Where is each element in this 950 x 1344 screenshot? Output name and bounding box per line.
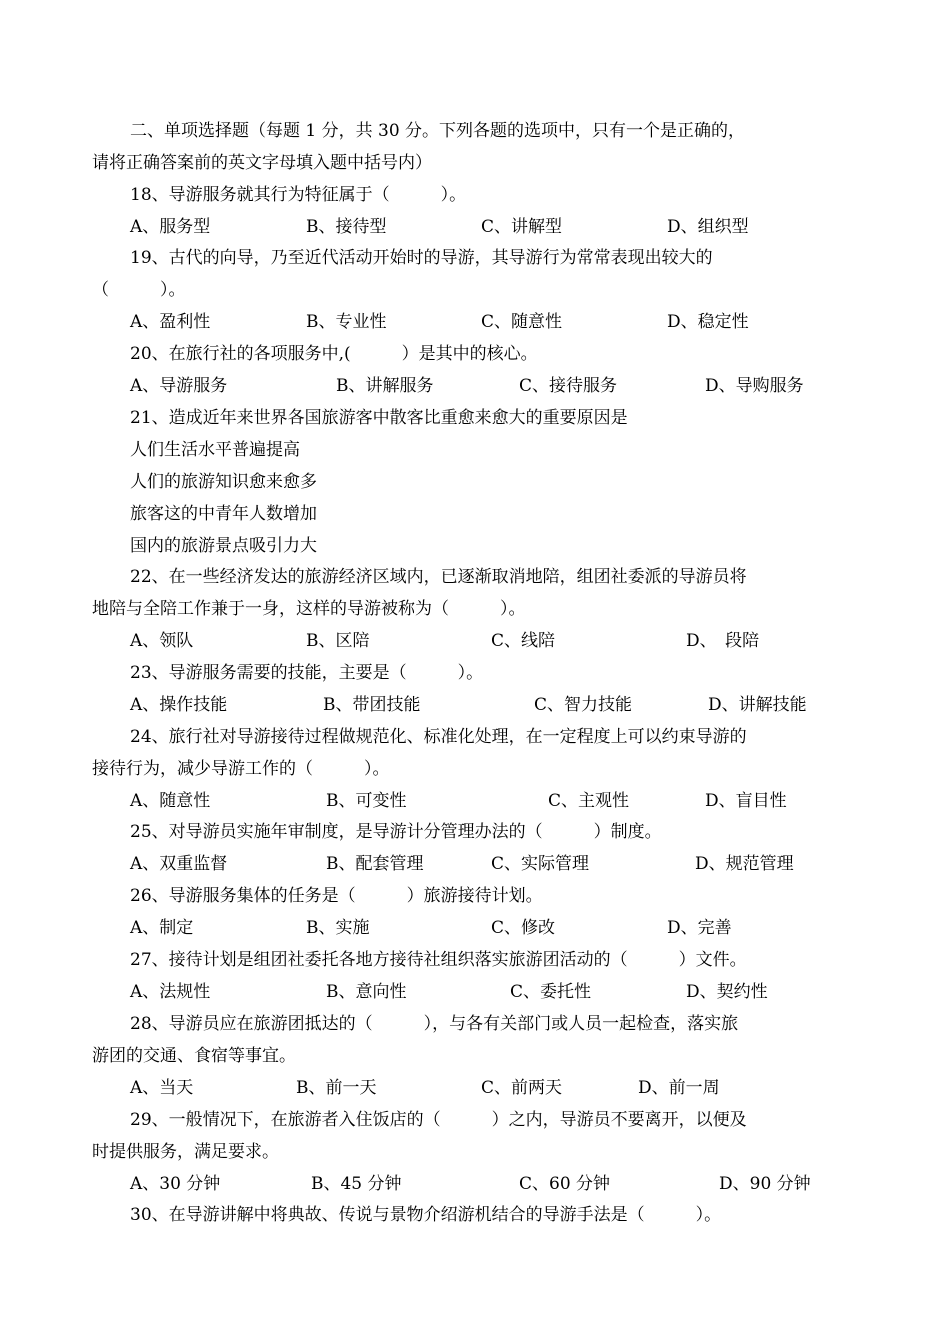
option-a: A、30 分钟 xyxy=(130,1174,221,1194)
question-28-stem: 28、导游员应在旅游团抵达的（ ），与各有关部门或人员一起检查，落实旅 xyxy=(130,1014,739,1034)
question-30-stem: 30、在导游讲解中将典故、传说与景物介绍游机结合的导游手法是（ ）。 xyxy=(130,1205,722,1225)
question-23-options xyxy=(130,690,830,720)
option-c: C、讲解型 xyxy=(481,217,563,237)
question-19-options xyxy=(130,307,830,337)
question-21-choice-3: 旅客这的中青年人数增加 xyxy=(130,504,317,524)
section-heading-cont: 请将正确答案前的英文字母填入题中括号内） xyxy=(92,153,432,173)
question-21-choice-2: 人们的旅游知识愈来愈多 xyxy=(130,472,317,492)
section-heading: 二、单项选择题（每题 1 分，共 30 分。下列各题的选项中，只有一个是正确的， xyxy=(130,121,746,141)
option-d: D、稳定性 xyxy=(667,312,749,332)
option-b: B、前一天 xyxy=(296,1078,377,1098)
option-c: C、智力技能 xyxy=(534,695,633,715)
question-22-stem: 22、在一些经济发达的旅游经济区域内，已逐渐取消地陪，组团社委派的导游员将 xyxy=(130,567,747,587)
option-a: A、法规性 xyxy=(130,982,211,1002)
option-d: D、讲解技能 xyxy=(708,695,807,715)
question-28-stem-cont: 游团的交通、食宿等事宜。 xyxy=(92,1046,296,1066)
option-c: C、接待服务 xyxy=(519,376,618,396)
question-24-stem-cont: 接待行为，减少导游工作的（ ）。 xyxy=(92,759,390,779)
option-b: B、带团技能 xyxy=(323,695,421,715)
option-b: B、讲解服务 xyxy=(336,376,434,396)
question-27-stem: 27、接待计划是组团社委托各地方接待社组织落实旅游团活动的（ ）文件。 xyxy=(130,950,747,970)
question-25-stem: 25、对导游员实施年审制度，是导游计分管理办法的（ ）制度。 xyxy=(130,822,662,842)
option-d: D、完善 xyxy=(667,918,732,938)
option-b: B、实施 xyxy=(306,918,370,938)
question-26-options xyxy=(130,913,830,943)
question-20-options xyxy=(130,371,830,401)
question-20-stem: 20、在旅行社的各项服务中,( ）是其中的核心。 xyxy=(130,344,538,364)
option-a: A、操作技能 xyxy=(130,695,228,715)
question-26-stem: 26、导游服务集体的任务是（ ）旅游接待计划。 xyxy=(130,886,543,906)
option-d: D、规范管理 xyxy=(695,854,794,874)
question-23-stem: 23、导游服务需要的技能，主要是（ ）。 xyxy=(130,663,484,683)
option-b: B、区陪 xyxy=(306,631,370,651)
option-d: D、 段陪 xyxy=(686,631,760,651)
option-b: B、45 分钟 xyxy=(311,1174,402,1194)
option-a: A、盈利性 xyxy=(130,312,211,332)
question-19-stem: 19、古代的向导，乃至近代活动开始时的导游，其导游行为常常表现出较大的 xyxy=(130,248,713,268)
question-19-stem-cont: （ ）。 xyxy=(92,280,186,300)
question-29-stem: 29、一般情况下，在旅游者入住饭店的（ ）之内，导游员不要离开，以便及 xyxy=(130,1110,747,1130)
question-27-options xyxy=(130,977,830,1007)
option-d: D、组织型 xyxy=(667,217,749,237)
option-c: C、60 分钟 xyxy=(519,1174,611,1194)
option-b: B、可变性 xyxy=(326,791,407,811)
question-22-options xyxy=(130,626,830,656)
option-d: D、契约性 xyxy=(686,982,768,1002)
option-c: C、委托性 xyxy=(510,982,592,1002)
option-a: A、制定 xyxy=(130,918,194,938)
option-c: C、前两天 xyxy=(481,1078,563,1098)
question-21-stem: 21、造成近年来世界各国旅游客中散客比重愈来愈大的重要原因是 xyxy=(130,408,628,428)
option-a: A、导游服务 xyxy=(130,376,228,396)
option-a: A、当天 xyxy=(130,1078,194,1098)
question-25-options xyxy=(130,849,830,879)
option-a: A、领队 xyxy=(130,631,194,651)
option-a: A、双重监督 xyxy=(130,854,228,874)
option-b: B、接待型 xyxy=(306,217,387,237)
option-b: B、专业性 xyxy=(306,312,387,332)
question-22-stem-cont: 地陪与全陪工作兼于一身，这样的导游被称为（ ）。 xyxy=(92,599,526,619)
question-21-choice-1: 人们生活水平普遍提高 xyxy=(130,440,300,460)
option-c: C、主观性 xyxy=(548,791,630,811)
option-a: A、随意性 xyxy=(130,791,211,811)
question-18-options xyxy=(130,212,830,242)
option-d: D、90 分钟 xyxy=(719,1174,811,1194)
option-d: D、导购服务 xyxy=(705,376,804,396)
option-b: B、意向性 xyxy=(326,982,407,1002)
option-d: D、前一周 xyxy=(638,1078,720,1098)
option-c: C、实际管理 xyxy=(491,854,590,874)
question-24-options xyxy=(130,786,830,816)
option-b: B、配套管理 xyxy=(326,854,424,874)
option-c: C、线陪 xyxy=(491,631,556,651)
question-18-stem: 18、导游服务就其行为特征属于（ ）。 xyxy=(130,185,467,205)
question-29-options xyxy=(130,1169,830,1199)
question-28-options xyxy=(130,1073,830,1103)
option-d: D、盲目性 xyxy=(705,791,787,811)
option-a: A、服务型 xyxy=(130,217,211,237)
question-21-choice-4: 国内的旅游景点吸引力大 xyxy=(130,536,317,556)
question-29-stem-cont: 时提供服务，满足要求。 xyxy=(92,1142,279,1162)
option-c: C、随意性 xyxy=(481,312,563,332)
question-24-stem: 24、旅行社对导游接待过程做规范化、标准化处理，在一定程度上可以约束导游的 xyxy=(130,727,747,747)
option-c: C、修改 xyxy=(491,918,556,938)
